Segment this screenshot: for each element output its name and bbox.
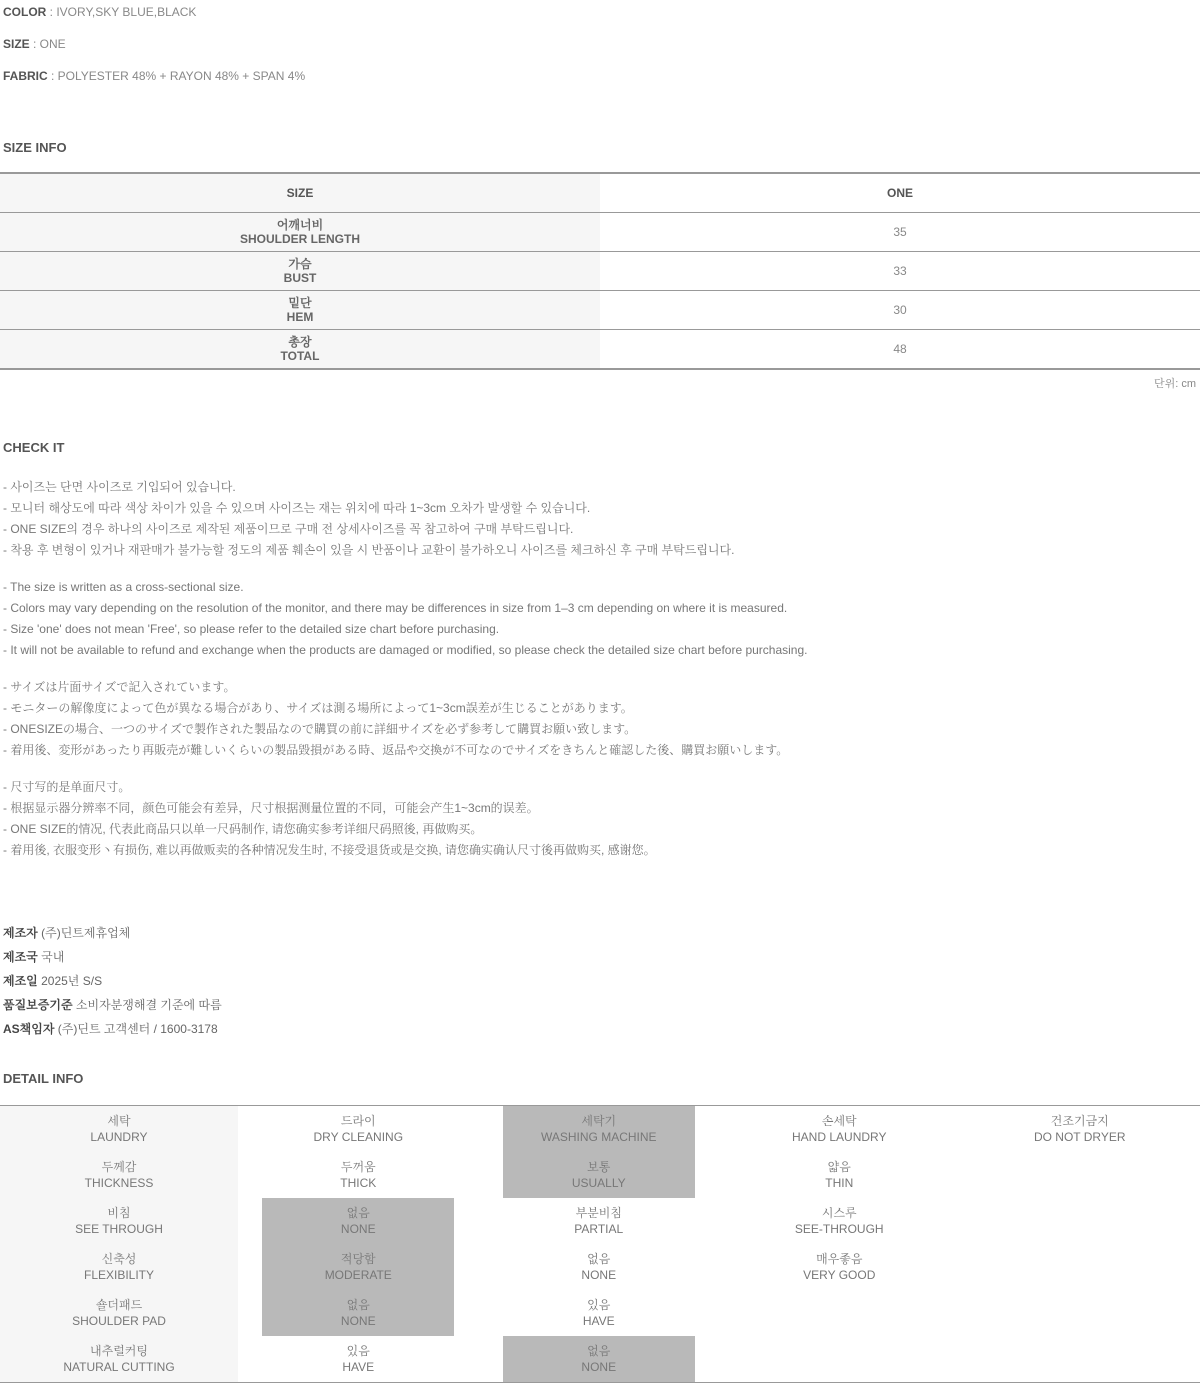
care-option-kr: 건조기금지: [1051, 1113, 1109, 1129]
maker-line-date: [3, 969, 1200, 993]
maker-value: (주)딘트 고객센터 / 1600-3178: [54, 1022, 217, 1036]
care-option-en: THICK: [340, 1175, 376, 1191]
care-category-kr: 비침: [107, 1205, 130, 1221]
row-label-en: TOTAL: [281, 349, 320, 363]
row-value-shoulder: [600, 213, 1200, 251]
care-category: [0, 1290, 238, 1336]
spec-size-label: SIZE: [3, 37, 30, 51]
check-line: - 尺寸写的是单面尺寸。: [3, 777, 1200, 798]
spec-size: [3, 35, 1200, 53]
check-line: - 着用後、変形があったり再販売が難しいくらいの製品毀損がある時、返品や交換が不可なのでサイズをきちんと確認した後、購買お願いします。: [3, 740, 1200, 761]
care-category-kr: 숄더패드: [96, 1297, 142, 1313]
row-value: 33: [893, 264, 906, 278]
care-option-kr: 보통: [587, 1159, 610, 1175]
care-row-laundry: [0, 1106, 1200, 1152]
care-option-kr: 없음: [347, 1297, 370, 1313]
care-option: [960, 1106, 1200, 1152]
care-option: [238, 1198, 479, 1244]
care-row-shoulder-pad: [0, 1290, 1200, 1336]
care-option-en: HAVE: [342, 1359, 374, 1375]
care-option-kr: 시스루: [822, 1205, 857, 1221]
row-value: 30: [893, 303, 906, 317]
check-line: - ONE SIZE的情况, 代表此商品只以单一尺码制作, 请您确实参考详细尺码照後, 再做购买。: [3, 819, 1200, 840]
size-table: [0, 172, 1200, 370]
size-table-header-row: [0, 174, 1200, 213]
check-notes-english: [0, 577, 1200, 661]
detail-info-grid: [0, 1105, 1200, 1383]
care-option-empty: [960, 1198, 1200, 1244]
care-option-en: HAVE: [583, 1313, 615, 1329]
care-option: [719, 1106, 960, 1152]
check-line: - 모니터 해상도에 따라 색상 차이가 있을 수 있으며 사이즈는 재는 위치에 따라 1~3cm 오차가 발생할 수 있습니다.: [3, 498, 1200, 519]
check-line: - Colors may vary depending on the resolution of the monitor, and there may be differences in size from 1–3 cm depending on where it is measured.: [3, 598, 1200, 619]
check-notes-chinese: [0, 777, 1200, 861]
maker-label: AS책임자: [3, 1022, 54, 1036]
care-category-en: SHOULDER PAD: [72, 1313, 166, 1329]
spec-fabric: [3, 67, 1200, 85]
maker-value: 국내: [38, 950, 65, 964]
table-row: [0, 252, 1200, 291]
maker-value: (주)딘트제휴업체: [38, 926, 130, 940]
maker-label: 품질보증기준: [3, 998, 73, 1012]
maker-line-manufacturer: [3, 921, 1200, 945]
unit-note: 단위: cm: [0, 377, 1200, 391]
spec-color-label: COLOR: [3, 5, 46, 19]
care-category-en: LAUNDRY: [90, 1129, 147, 1145]
maker-value: 소비자분쟁해결 기준에 따름: [73, 998, 222, 1012]
spec-color: [3, 3, 1200, 21]
care-category-en: THICKNESS: [85, 1175, 154, 1191]
detail-info-title: DETAIL INFO: [0, 1071, 1200, 1086]
spec-color-value: : IVORY,SKY BLUE,BLACK: [46, 5, 196, 19]
row-label-kr: 가슴: [288, 257, 311, 271]
care-option-kr: 손세탁: [822, 1113, 857, 1129]
table-row: [0, 291, 1200, 330]
care-category-kr: 신축성: [102, 1251, 137, 1267]
row-value-total: [600, 330, 1200, 368]
row-value-hem: [600, 291, 1200, 329]
maker-line-as: [3, 1017, 1200, 1041]
check-line: - サイズは片面サイズで記入されています。: [3, 677, 1200, 698]
check-notes-korean: [0, 477, 1200, 561]
care-option-kr: 없음: [347, 1205, 370, 1221]
care-option: [719, 1244, 960, 1290]
one-header-label: ONE: [887, 186, 913, 200]
care-option-en: NONE: [581, 1267, 616, 1283]
care-option: [238, 1244, 479, 1290]
care-option: [238, 1290, 479, 1336]
care-option-empty: [719, 1336, 960, 1382]
care-option: [238, 1336, 479, 1382]
check-notes-japanese: [0, 677, 1200, 761]
care-category: [0, 1152, 238, 1198]
care-category-kr: 두께감: [102, 1159, 137, 1175]
care-option-empty: [719, 1290, 960, 1336]
care-option: [719, 1152, 960, 1198]
care-category: [0, 1336, 238, 1382]
check-line: - Size 'one' does not mean 'Free', so please refer to the detailed size chart before purchasing.: [3, 619, 1200, 640]
maker-line-warranty: [3, 993, 1200, 1017]
care-option-en: MODERATE: [325, 1267, 392, 1283]
row-value: 35: [893, 225, 906, 239]
care-category-kr: 세탁: [107, 1113, 130, 1129]
check-line: - モニターの解像度によって色が異なる場合があり、サイズは測る場所によって1~3cm誤差が生じることがあります。: [3, 698, 1200, 719]
care-option-en: HAND LAUNDRY: [792, 1129, 886, 1145]
care-category-en: FLEXIBILITY: [84, 1267, 154, 1283]
check-line: - The size is written as a cross-sectional size.: [3, 577, 1200, 598]
care-option: [238, 1152, 479, 1198]
care-option-kr: 없음: [587, 1343, 610, 1359]
care-row-flexibility: [0, 1244, 1200, 1290]
spec-fabric-value: : POLYESTER 48% + RAYON 48% + SPAN 4%: [48, 69, 305, 83]
maker-line-country: [3, 945, 1200, 969]
row-value: 48: [893, 342, 906, 356]
care-option-en: THIN: [825, 1175, 853, 1191]
care-category-kr: 내추럴커팅: [90, 1343, 148, 1359]
care-option: [479, 1152, 720, 1198]
row-label-en: SHOULDER LENGTH: [240, 232, 360, 246]
check-line: - ONE SIZE의 경우 하나의 사이즈로 제작된 제품이므로 구매 전 상세사이즈를 꼭 참고하여 구매 부탁드립니다.: [3, 519, 1200, 540]
care-option-kr: 매우좋음: [816, 1251, 862, 1267]
check-line: - 착용 후 변형이 있거나 재판매가 불가능할 정도의 제품 훼손이 있을 시 반품이나 교환이 불가하오니 사이즈를 체크하신 후 구매 부탁드립니다.: [3, 540, 1200, 561]
care-category: [0, 1198, 238, 1244]
care-option-en: NONE: [341, 1221, 376, 1237]
care-category: [0, 1106, 238, 1152]
care-option-kr: 적당함: [341, 1251, 376, 1267]
check-line: - 사이즈는 단면 사이즈로 기입되어 있습니다.: [3, 477, 1200, 498]
care-row-natural-cutting: [0, 1336, 1200, 1382]
maker-label: 제조일: [3, 974, 38, 988]
care-option-kr: 있음: [347, 1343, 370, 1359]
care-option-en: USUALLY: [572, 1175, 626, 1191]
care-option-en: WASHING MACHINE: [541, 1129, 657, 1145]
product-spec-list: [0, 0, 1200, 85]
care-option-kr: 부분비침: [576, 1205, 622, 1221]
manufacturer-info: [0, 921, 1200, 1041]
row-label-kr: 어깨너비: [277, 218, 323, 232]
care-option: [719, 1198, 960, 1244]
care-option-en: SEE-THROUGH: [795, 1221, 884, 1237]
row-value-bust: [600, 252, 1200, 290]
care-option-en: NONE: [341, 1313, 376, 1329]
spec-fabric-label: FABRIC: [3, 69, 48, 83]
check-line: - ONESIZEの場合、一つのサイズで製作された製品なので購買の前に詳細サイズを必ず参考して購買お願い致します。: [3, 719, 1200, 740]
care-option-kr: 두꺼움: [341, 1159, 376, 1175]
care-option-kr: 없음: [587, 1251, 610, 1267]
care-option-kr: 얇음: [828, 1159, 851, 1175]
maker-label: 제조자: [3, 926, 38, 940]
care-option: [479, 1106, 720, 1152]
care-option-en: PARTIAL: [574, 1221, 623, 1237]
care-option-empty: [960, 1244, 1200, 1290]
care-option-en: NONE: [581, 1359, 616, 1375]
care-category: [0, 1244, 238, 1290]
care-option: [479, 1244, 720, 1290]
care-option-kr: 드라이: [341, 1113, 376, 1129]
size-info-title: SIZE INFO: [0, 140, 1200, 155]
care-option-en: DRY CLEANING: [313, 1129, 403, 1145]
care-option-kr: 있음: [587, 1297, 610, 1313]
care-option-empty: [960, 1290, 1200, 1336]
table-row: [0, 330, 1200, 370]
care-category-en: NATURAL CUTTING: [63, 1359, 174, 1375]
row-label-shoulder: [0, 213, 600, 251]
row-label-kr: 밑단: [288, 296, 311, 310]
row-label-en: BUST: [284, 271, 317, 285]
care-option: [479, 1290, 720, 1336]
care-option-en: VERY GOOD: [803, 1267, 875, 1283]
spec-size-value: : ONE: [30, 37, 66, 51]
care-option-en: DO NOT DRYER: [1034, 1129, 1126, 1145]
size-table-header-size: [0, 174, 600, 212]
row-label-total: [0, 330, 600, 368]
care-option-empty: [960, 1152, 1200, 1198]
size-table-header-one: [600, 174, 1200, 212]
care-option: [238, 1106, 479, 1152]
maker-value: 2025년 S/S: [38, 974, 102, 988]
care-row-thickness: [0, 1152, 1200, 1198]
care-option: [479, 1336, 720, 1382]
size-header-label: SIZE: [287, 186, 314, 200]
care-option-empty: [960, 1336, 1200, 1382]
table-row: [0, 213, 1200, 252]
row-label-kr: 총장: [288, 335, 311, 349]
care-option-kr: 세탁기: [581, 1113, 616, 1129]
row-label-bust: [0, 252, 600, 290]
care-category-en: SEE THROUGH: [75, 1221, 163, 1237]
row-label-hem: [0, 291, 600, 329]
maker-label: 제조국: [3, 950, 38, 964]
check-line: - 着用後, 衣服变形丶有损伤, 难以再做贩卖的各种情况发生时, 不接受退货或是交换, 请您确实确认尺寸後再做购买, 感谢您。: [3, 840, 1200, 861]
check-line: - It will not be available to refund and exchange when the products are damaged or modified, so please check the detailed size chart before purchasing.: [3, 640, 1200, 661]
check-line: - 根据显示器分辨率不同，颜色可能会有差异，尺寸根据测量位置的不同，可能会产生1~3cm的误差。: [3, 798, 1200, 819]
care-row-see-through: [0, 1198, 1200, 1244]
care-option: [479, 1198, 720, 1244]
check-it-title: CHECK IT: [0, 440, 1200, 455]
row-label-en: HEM: [287, 310, 314, 324]
